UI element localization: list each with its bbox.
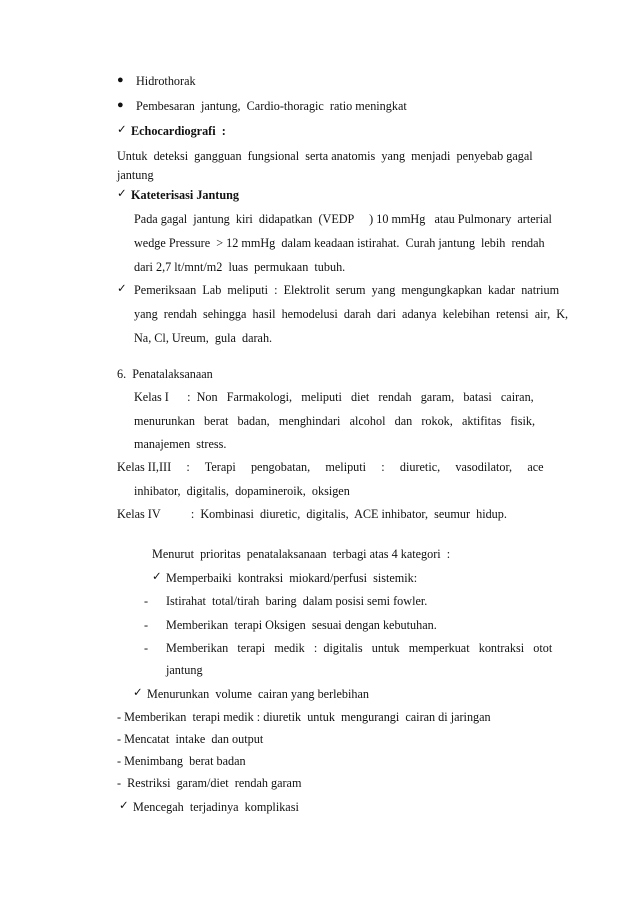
checkmark-icon: ✓ <box>117 122 127 136</box>
dash-marker: - <box>144 618 149 632</box>
text-line: Kelas I : Non Farmakologi, meliputi diet rendah garam, batasi cairan, <box>134 390 534 404</box>
text-line: Na, Cl, Ureum, gula darah. <box>134 331 273 345</box>
text-line: - Memberikan terapi medik : diuretik untuk mengurangi cairan di jaringan <box>117 710 491 724</box>
checkmark-icon: ✓ <box>119 798 129 812</box>
text-line: inhibator, digitalis, dopamineroik, oksigen <box>134 484 350 498</box>
text-line: Kelas IV : Kombinasi diuretic, digitalis, ACE inhibator, seumur hidup. <box>117 507 507 521</box>
section-heading: Kateterisasi Jantung <box>131 188 239 202</box>
text-line: Pemeriksaan Lab meliputi : Elektrolit serum yang mengungkapkan kadar natrium <box>134 283 560 297</box>
text-line: jantung <box>117 168 154 182</box>
text-line: Mencegah terjadinya komplikasi <box>133 800 299 814</box>
checkmark-icon: ✓ <box>117 281 127 295</box>
text-line: yang rendah sehingga hasil hemodelusi darah dari adanya kelebihan retensi air, K, <box>134 307 569 321</box>
checkmark-icon: ✓ <box>133 685 143 699</box>
text-line: dari 2,7 lt/mnt/m2 luas permukaan tubuh. <box>134 260 346 274</box>
bullet-icon: ● <box>117 99 124 111</box>
text-line: Memberikan terapi medik : digitalis untuk memperkuat kontraksi otot <box>166 641 553 655</box>
text-line: Menurunkan volume cairan yang berlebihan <box>147 687 370 701</box>
text-line: Istirahat total/tirah baring dalam posisi semi fowler. <box>166 594 428 608</box>
text-line: menurunkan berat badan, menghindari alcohol dan rokok, aktifitas fisik, <box>134 414 536 428</box>
text-line: Menurut prioritas penatalaksanaan terbagi atas 4 kategori : <box>152 547 451 561</box>
checkmark-icon: ✓ <box>152 569 162 583</box>
text-line: Untuk deteksi gangguan fungsional serta anatomis yang menjadi penyebab gagal <box>117 149 533 163</box>
text-line: jantung <box>166 663 203 677</box>
text-line: Hidrothorak <box>136 74 196 88</box>
text-line: Memberikan terapi Oksigen sesuai dengan kebutuhan. <box>166 618 437 632</box>
text-line: Kelas II,III : Terapi pengobatan, meliputi : diuretic, vasodilator, ace <box>117 460 544 474</box>
text-line: manajemen stress. <box>134 437 227 451</box>
checkmark-icon: ✓ <box>117 186 127 200</box>
text-line: wedge Pressure > 12 mmHg dalam keadaan istirahat. Curah jantung lebih rendah <box>134 236 545 250</box>
text-line: - Mencatat intake dan output <box>117 732 264 746</box>
bullet-icon: ● <box>117 74 124 86</box>
section-heading: 6. Penatalaksanaan <box>117 367 213 381</box>
text-line: Pembesaran jantung, Cardio-thoragic ratio meningkat <box>136 99 407 113</box>
text-line: - Menimbang berat badan <box>117 754 246 768</box>
text-line: Pada gagal jantung kiri didapatkan (VEDP ) 10 mmHg atau Pulmonary arterial <box>134 212 552 226</box>
text-line: Memperbaiki kontraksi miokard/perfusi sistemik: <box>166 571 418 585</box>
dash-marker: - <box>144 641 149 655</box>
dash-marker: - <box>144 594 149 608</box>
text-line: - Restriksi garam/diet rendah garam <box>117 776 302 790</box>
section-heading: Echocardiografi : <box>131 124 226 138</box>
